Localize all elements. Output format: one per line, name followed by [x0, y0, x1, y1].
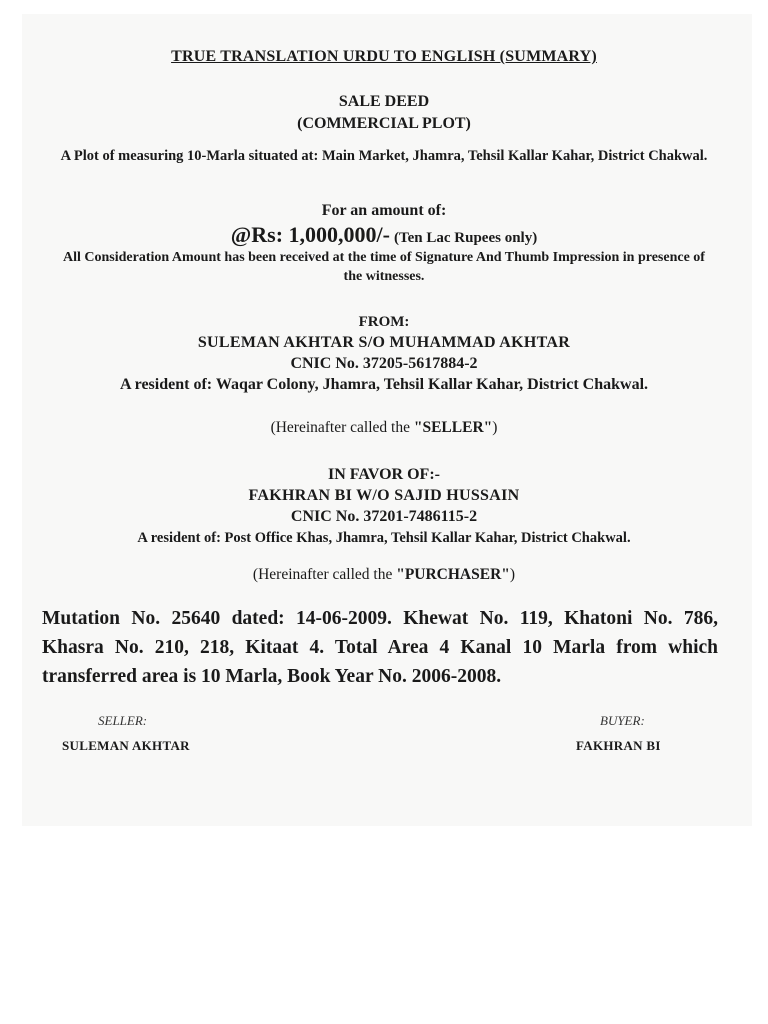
seller-called-prefix: (Hereinafter called the	[270, 419, 410, 436]
buyer-signature-name: FAKHRAN BI	[576, 738, 661, 753]
amount-label: For an amount of:	[321, 202, 447, 219]
amount-line	[0, 222, 768, 248]
seller-residence: A resident of: Waqar Colony, Jhamra, Tehsil Kallar Kahar, District Chakwal.	[119, 376, 649, 393]
consideration-text: All Consideration Amount has been received at the time of Signature And Thumb Impression in presence of the witnesses.	[63, 250, 705, 284]
purchaser-called-term: "PURCHASER"	[396, 566, 510, 583]
deed-subtitle: (COMMERCIAL PLOT)	[297, 115, 471, 132]
purchaser-cnic: CNIC No. 37201-7486115-2	[290, 508, 478, 525]
purchaser-name: FAKHRAN BI W/O SAJID HUSSAIN	[248, 487, 520, 504]
seller-signature-role: SELLER:	[98, 713, 148, 728]
seller-called-suffix: )	[492, 419, 498, 436]
seller-designation	[0, 419, 768, 437]
purchaser-called-prefix: (Hereinafter called the	[252, 566, 393, 583]
seller-signature-name: SULEMAN AKHTAR	[62, 738, 190, 753]
plot-description: A Plot of measuring 10-Marla situated at: Main Market, Jhamra, Tehsil Kallar Kahar, District Chakwal.	[60, 148, 708, 164]
buyer-signature-role: BUYER:	[600, 713, 645, 728]
purchaser-called-suffix: )	[509, 566, 516, 583]
purchaser-designation	[0, 566, 768, 584]
purchaser-residence: A resident of: Post Office Khas, Jhamra, Tehsil Kallar Kahar, District Chakwal.	[137, 530, 631, 546]
from-label: FROM:	[358, 314, 410, 330]
seller-called-term: "SELLER"	[413, 419, 493, 436]
mutation-details: Mutation No. 25640 dated: 14-06-2009. Khewat No. 119, Khatoni No. 786, Khasra No. 210, 218, Kitaat 4. Total Area 4 Kanal 10 Marla from which transferred area is 10 Marla, Book Year No. 2006-2008.	[42, 608, 718, 687]
seller-name: SULEMAN AKHTAR S/O MUHAMMAD AKHTAR	[197, 334, 571, 351]
seller-cnic: CNIC No. 37205-5617884-2	[290, 355, 478, 372]
deed-title: SALE DEED	[338, 93, 430, 110]
document-title: TRUE TRANSLATION URDU TO ENGLISH (SUMMARY)	[171, 48, 597, 65]
in-favor-label: IN FAVOR OF:-	[328, 466, 440, 483]
amount-value: @Rs: 1,000,000/-	[230, 222, 390, 247]
amount-words: (Ten Lac Rupees only)	[393, 230, 538, 246]
